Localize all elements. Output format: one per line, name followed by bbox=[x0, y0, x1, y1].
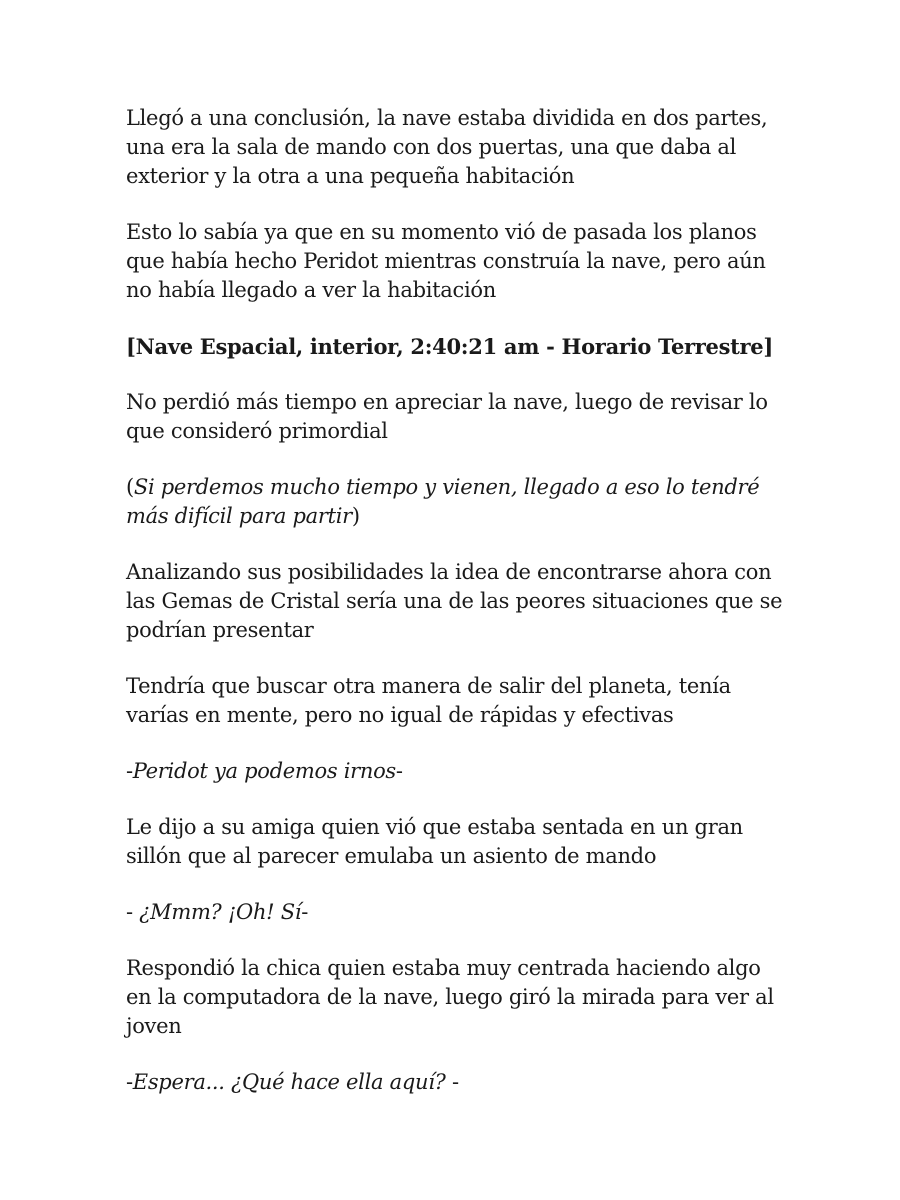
paragraph-girl-responded: Respondió la chica quien estaba muy centrada haciendo algo en la computadora de la nave, luego giró la mirada para ver al joven bbox=[126, 956, 774, 1038]
open-paren: ( bbox=[126, 475, 134, 499]
thought-text: Si perdemos mucho tiempo y vienen, llegado a eso lo tendré más difícil para partir bbox=[126, 475, 760, 528]
dialogue-dash-close: - bbox=[301, 900, 308, 924]
paragraph-said-to-friend: Le dijo a su amiga quien vió que estaba sentada en un gran sillón que al parecer emulaba un asiento de mando bbox=[126, 815, 743, 868]
paragraph-ship-division: Llegó a una conclusión, la nave estaba dividida en dos partes, una era la sala de mando con dos puertas, una que daba al exterior y la otra a una pequeña habitación bbox=[126, 106, 768, 188]
paragraph-possibilities: Analizando sus posibilidades la idea de encontrarse ahora con las Gemas de Cristal sería una de las peores situaciones que se podrían presentar bbox=[126, 560, 783, 642]
scene-heading: [Nave Espacial, interior, 2:40:21 am - Horario Terrestre] bbox=[126, 334, 773, 359]
dialogue-line-3 bbox=[126, 1068, 786, 1097]
dialogue-dash-close: - bbox=[451, 1070, 459, 1094]
dialogue-dash-close: - bbox=[395, 759, 403, 783]
dialogue-dash-open: - bbox=[126, 900, 140, 924]
document-page bbox=[126, 104, 786, 1124]
paragraph-blueprints: Esto lo sabía ya que en su momento vió de pasada los planos que había hecho Peridot mientras construía la nave, pero aún no había llegado a ver la habitación bbox=[126, 220, 766, 302]
dialogue-text: Espera... ¿Qué hace ella aquí? bbox=[132, 1070, 452, 1094]
dialogue-dash-open: - bbox=[126, 1070, 133, 1094]
dialogue-text: Peridot ya podemos irnos bbox=[132, 759, 396, 783]
dialogue-line-2 bbox=[126, 898, 786, 927]
paragraph-other-way: Tendría que buscar otra manera de salir del planeta, tenía varías en mente, pero no igual de rápidas y efectivas bbox=[126, 674, 731, 727]
dialogue-dash-open: - bbox=[126, 759, 133, 783]
close-paren: ) bbox=[351, 504, 360, 528]
thought-paragraph bbox=[126, 473, 786, 531]
paragraph-no-more-time: No perdió más tiempo en apreciar la nave, luego de revisar lo que consideró primordial bbox=[126, 390, 768, 443]
dialogue-line-1 bbox=[126, 757, 786, 786]
dialogue-text: ¿Mmm? ¡Oh! Sí bbox=[139, 900, 302, 924]
